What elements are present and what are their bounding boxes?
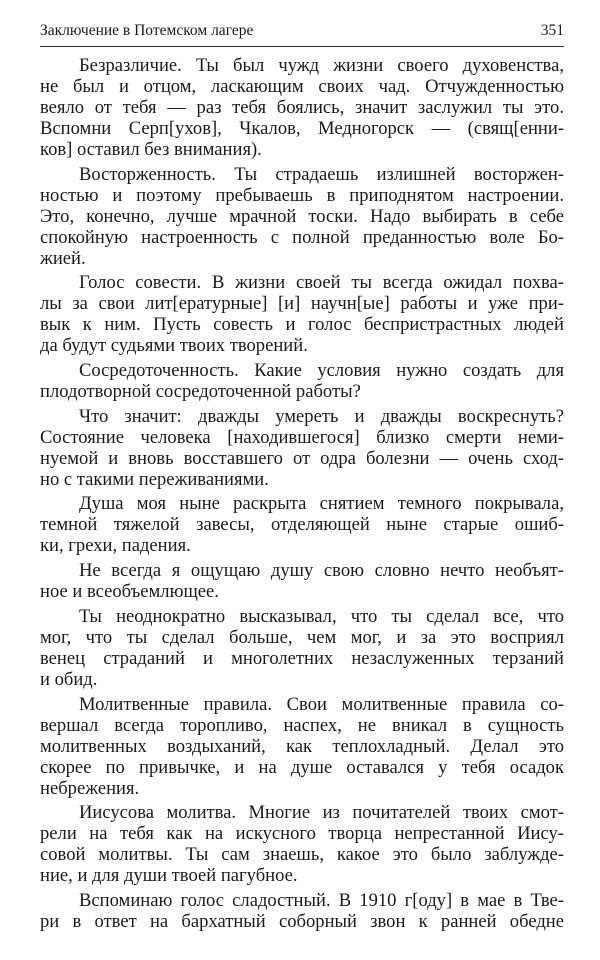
paragraph <box>40 55 564 160</box>
text-line: Вспомни Серп[ухов], Чкалов, Медногорск — (свящ[енни- <box>40 118 564 139</box>
paragraph <box>40 360 564 402</box>
text-line: ков] оставил без внимания). <box>40 139 262 160</box>
text-line: Состояние человека [находившегося] близко смерти неми- <box>40 426 564 448</box>
chapter-title: Заключение в Потемском лагере <box>40 22 254 39</box>
paragraph <box>40 406 564 490</box>
text-line: не был и отцом, ласкающим своих чад. Отчужденностью <box>40 76 564 97</box>
text-line: совой молитвы. Ты сам знаешь, какое это было заблужде- <box>40 844 564 866</box>
text-line: венец страданий и многолетних незаслуженных терзаний <box>40 647 564 669</box>
text-line: Это, конечно, лучше мрачной тоски. Надо выбирать в себе <box>40 205 564 227</box>
text-line: Безразличие. Ты был чужд жизни своего духовенства, <box>79 55 564 76</box>
text-line: Иисусова молитва. Многие из почитателей твоих смот- <box>79 802 564 824</box>
paragraph <box>40 802 564 886</box>
running-header <box>40 18 564 47</box>
text-line: да будут судьями твоих творений. <box>40 335 308 357</box>
text-line: ное и всеобъемлющее. <box>40 581 219 603</box>
paragraph <box>40 606 564 690</box>
text-line: и обид. <box>40 668 98 690</box>
text-line: Голос совести. В жизни своей ты всегда ожидал похва- <box>79 272 564 294</box>
text-line: Душа моя ныне раскрыта снятием темного покрывала, <box>79 493 564 515</box>
text-line: лы за свои лит[ературные] [и] научн[ые] работы и уже при- <box>40 293 564 315</box>
paragraph <box>40 164 564 269</box>
paragraph <box>40 272 564 356</box>
text-line: спокойную настроенность с полной преданностью воле Бо- <box>40 226 564 248</box>
text-line: плодотворной сосредоточенной работы? <box>40 381 361 403</box>
text-line: молитвенных воздыханий, как теплохладный. Делал это <box>40 735 564 757</box>
text-line: Что значит: дважды умереть и дважды воскреснуть? <box>79 405 564 427</box>
text-line: веяло от тебя — раз тебя боялись, значит заслужил ты это. <box>40 97 564 118</box>
text-line: Ты неоднократно высказывал, что ты сделал все, что <box>79 605 564 627</box>
text-line: ние, и для души твоей пагубное. <box>40 865 298 887</box>
text-line: Вспоминаю голос сладостный. В 1910 г[оду] в мае в Тве- <box>79 889 564 911</box>
text-line: вык к ним. Пусть совесть и голос беспристрастных людей <box>40 314 564 336</box>
text-line: мог, что ты сделал больше, чем мог, и за это восприял <box>40 626 564 648</box>
page-number: 351 <box>540 22 564 39</box>
paragraph <box>40 493 564 556</box>
text-line: вершал всегда торопливо, наспех, не вникал в сущность <box>40 714 564 736</box>
text-line: небрежения. <box>40 777 140 799</box>
text-line: Молитвенные правила. Свои молитвенные правила со- <box>79 693 564 715</box>
text-line: скорее по привычке, и на душе оставался у тебя осадок <box>40 756 564 778</box>
text-line: рели на тебя как на искусного творца непрестанной Иису- <box>40 823 564 845</box>
text-line: ри в ответ на бархатный соборный звон к ранней обедне <box>40 910 564 932</box>
text-line: но с такими переживаниями. <box>40 468 269 490</box>
paragraph <box>40 560 564 602</box>
text-line: Не всегда я ощущаю душу свою словно нечто необъят- <box>79 560 564 582</box>
paragraph <box>40 694 564 799</box>
paragraph <box>40 890 564 932</box>
text-line: нуемой и вновь восставшего от одра болезни — очень сход- <box>40 447 564 469</box>
text-line: Восторженность. Ты страдаешь излишней восторжен- <box>79 163 564 185</box>
page-body <box>40 55 564 936</box>
text-line: ки, грехи, падения. <box>40 535 191 557</box>
text-line: жией. <box>40 247 86 269</box>
text-line: Сосредоточенность. Какие условия нужно создать для <box>79 360 564 382</box>
text-line: ностью и поэтому пребываешь в приподнятом настроении. <box>40 184 564 206</box>
text-line: темной тяжелой завесы, отделяющей ныне старые ошиб- <box>40 514 564 536</box>
